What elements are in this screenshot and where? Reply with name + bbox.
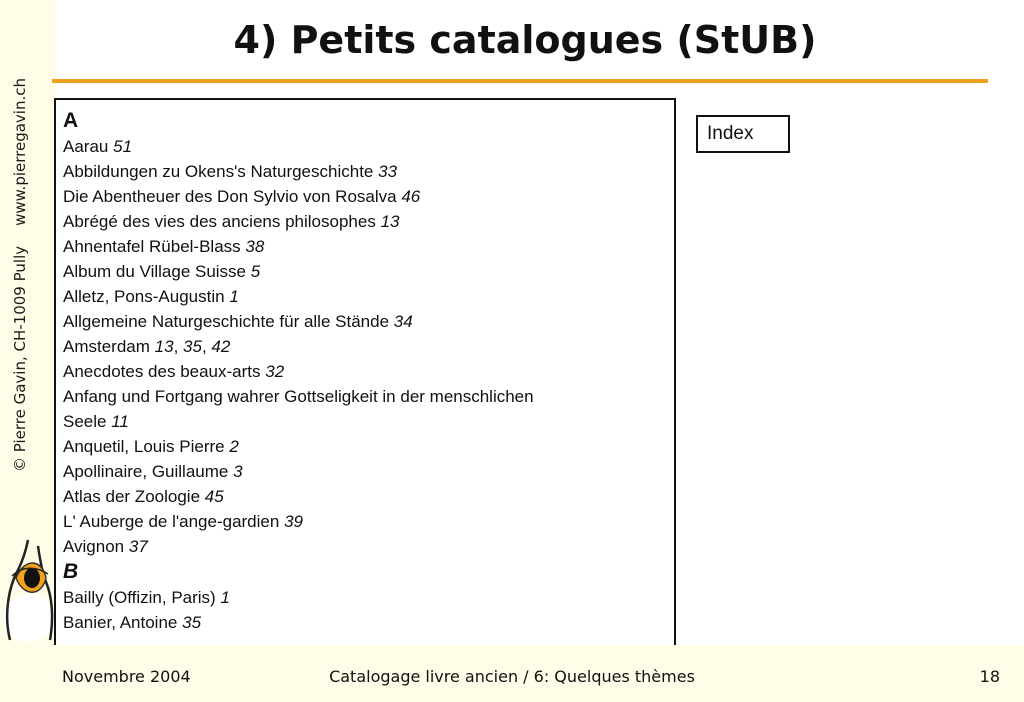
entry-title: Abbildungen zu Okens's Naturgeschichte <box>63 162 374 181</box>
catalogue-entry <box>63 309 674 334</box>
slide-title: 4) Petits catalogues (StUB) <box>233 18 817 62</box>
footer-date: Novembre 2004 <box>62 667 191 686</box>
entry-title: Anfang und Fortgang wahrer Gottseligkeit in der menschlichen <box>63 387 534 406</box>
catalogue-entry <box>63 384 674 409</box>
catalogue-entry <box>63 284 674 309</box>
catalogue-entry <box>63 234 674 259</box>
slide-footer <box>0 645 1024 702</box>
catalogue-entry <box>63 159 674 184</box>
catalogue-entry <box>63 359 674 384</box>
entry-page-ref: 33 <box>378 162 398 181</box>
catalogue-entry <box>63 459 674 484</box>
entry-page-ref: 2 <box>229 437 239 456</box>
entry-page-ref: 34 <box>393 312 413 331</box>
footer-page-number: 18 <box>979 667 1000 686</box>
index-button[interactable]: Index <box>696 115 790 153</box>
entry-title: Anquetil, Louis Pierre <box>63 437 225 456</box>
catalogue-index-box <box>54 98 676 648</box>
entry-title: Die Abentheuer des Don Sylvio von Rosalva <box>63 187 397 206</box>
entry-page-ref: 45 <box>204 487 224 506</box>
entry-page-ref: 13 <box>380 212 400 231</box>
entry-title: Ahnentafel Rübel-Blass <box>63 237 241 256</box>
entry-page-ref: 39 <box>284 512 303 531</box>
catalogue-entry <box>63 209 674 234</box>
entry-title: Allgemeine Naturgeschichte für alle Stände <box>63 312 390 331</box>
footer-course-title: Catalogage livre ancien / 6: Quelques thèmes <box>329 667 695 686</box>
sidebar-credit-area <box>0 20 40 530</box>
entry-page-ref: 42 <box>211 337 231 356</box>
sidebar-credit <box>11 78 29 472</box>
section-letter: B <box>63 560 79 583</box>
entry-page-ref: 1 <box>229 287 239 306</box>
entry-title: Anecdotes des beaux-arts <box>63 362 261 381</box>
catalogue-entry <box>63 184 674 209</box>
catalogue-entry <box>63 534 674 559</box>
entry-title: Apollinaire, Guillaume <box>63 462 229 481</box>
entry-title: Atlas der Zoologie <box>63 487 201 506</box>
entry-title: Amsterdam <box>63 337 150 356</box>
entry-title: Abrégé des vies des anciens philosophes <box>63 212 376 231</box>
entry-title: Seele <box>63 412 107 431</box>
entry-page-ref: 46 <box>401 187 421 206</box>
entry-page-ref: 3 <box>233 462 243 481</box>
catalogue-entry <box>63 585 674 610</box>
entry-page-ref: 32 <box>265 362 285 381</box>
website-text: www.pierregavin.ch <box>11 77 29 226</box>
entry-title: L' Auberge de l'ange-gardien <box>63 512 280 531</box>
entry-page-ref: 11 <box>111 412 129 431</box>
entry-title: Alletz, Pons-Augustin <box>63 287 225 306</box>
entry-title: Avignon <box>63 537 125 556</box>
section-letter: A <box>63 109 79 132</box>
catalogue-entry <box>63 259 674 284</box>
entry-page-ref: 1 <box>220 588 230 607</box>
catalogue-entry <box>63 509 674 534</box>
left-sidebar <box>0 0 56 645</box>
catalogue-entry: Amsterdam 13, 35, 42 <box>63 337 231 356</box>
catalogue-entry <box>63 610 674 635</box>
eye-logo-icon <box>2 536 56 642</box>
entry-page-ref: 5 <box>250 262 261 281</box>
copyright-text: © Pierre Gavin, CH-1009 Pully <box>11 245 29 473</box>
entry-title: Banier, Antoine <box>63 613 178 632</box>
entry-title: Album du Village Suisse <box>63 262 247 281</box>
entry-page-ref: 13 <box>154 337 174 356</box>
catalogue-entry <box>63 409 674 434</box>
entry-title: Aarau <box>63 137 109 156</box>
catalogue-entry <box>63 134 674 159</box>
entry-title: Bailly (Offizin, Paris) <box>63 588 216 607</box>
title-divider <box>52 79 988 83</box>
entry-page-ref: 35 <box>182 613 202 632</box>
entry-page-ref: 37 <box>128 537 148 556</box>
entry-page-ref: 51 <box>113 137 133 156</box>
catalogue-entry <box>63 434 674 459</box>
catalogue-entry <box>63 484 674 509</box>
entry-page-ref: 35 <box>183 337 202 356</box>
entry-page-ref: 38 <box>245 237 265 256</box>
